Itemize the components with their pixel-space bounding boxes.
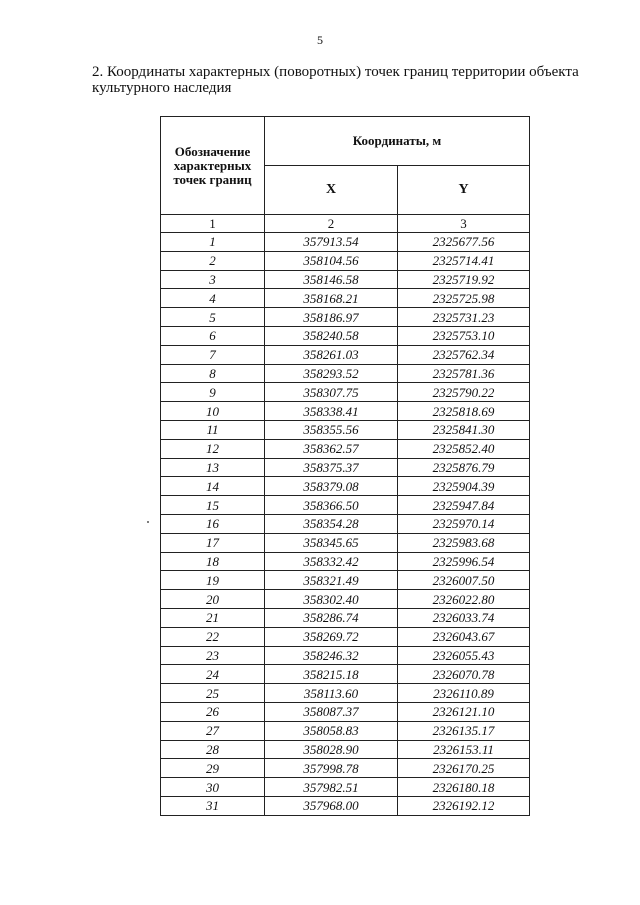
table-row [161,533,530,552]
y-coordinate-cell: 2326055.43 [398,646,530,665]
y-coordinate-cell: 2325947.84 [398,496,530,515]
y-coordinate-cell: 2325781.36 [398,364,530,383]
point-number-cell: 30 [161,778,265,797]
table-row [161,233,530,252]
y-coordinate-cell: 2325970.14 [398,514,530,533]
x-coordinate-cell: 358058.83 [265,721,398,740]
point-number-cell: 9 [161,383,265,402]
x-coordinate-cell: 358146.58 [265,270,398,289]
x-coordinate-cell: 358332.42 [265,552,398,571]
x-coordinate-cell: 358338.41 [265,402,398,421]
point-number-cell: 15 [161,496,265,515]
y-coordinate-cell: 2326192.12 [398,796,530,815]
table-row [161,552,530,571]
table-row [161,364,530,383]
x-coordinate-cell: 358286.74 [265,608,398,627]
point-number-cell: 27 [161,721,265,740]
table-row [161,721,530,740]
table-row [161,608,530,627]
y-coordinate-cell: 2326121.10 [398,702,530,721]
index-cell: 2 [265,215,398,233]
point-number-cell: 3 [161,270,265,289]
table-row [161,665,530,684]
point-number-cell: 22 [161,627,265,646]
y-coordinate-cell: 2326033.74 [398,608,530,627]
point-number-cell: 5 [161,308,265,327]
point-number-cell: 19 [161,571,265,590]
x-coordinate-cell: 358113.60 [265,684,398,703]
x-coordinate-cell: 357998.78 [265,759,398,778]
x-coordinate-cell: 358366.50 [265,496,398,515]
y-coordinate-cell: 2325876.79 [398,458,530,477]
point-number-cell: 23 [161,646,265,665]
point-number-cell: 4 [161,289,265,308]
point-number-cell: 17 [161,533,265,552]
x-coordinate-cell: 358240.58 [265,326,398,345]
table-row [161,684,530,703]
x-coordinate-cell: 358261.03 [265,345,398,364]
header-coordinates: Координаты, м [265,117,530,166]
y-coordinate-cell: 2325790.22 [398,383,530,402]
x-coordinate-cell: 358375.37 [265,458,398,477]
x-coordinate-cell: 358104.56 [265,251,398,270]
y-coordinate-cell: 2325725.98 [398,289,530,308]
x-coordinate-cell: 358302.40 [265,590,398,609]
table-row [161,326,530,345]
y-coordinate-cell: 2325841.30 [398,420,530,439]
x-coordinate-cell: 358246.32 [265,646,398,665]
y-coordinate-cell: 2325719.92 [398,270,530,289]
y-coordinate-cell: 2325762.34 [398,345,530,364]
point-number-cell: 20 [161,590,265,609]
table-row [161,270,530,289]
y-coordinate-cell: 2326007.50 [398,571,530,590]
point-number-cell: 24 [161,665,265,684]
y-coordinate-cell: 2325996.54 [398,552,530,571]
section-heading: 2. Координаты характерных (поворотных) точек границ территории объекта культурного наследия [92,64,579,96]
header-points: Обозначение характерных точек границ [161,117,265,215]
y-coordinate-cell: 2325904.39 [398,477,530,496]
table-row [161,514,530,533]
point-number-cell: 12 [161,439,265,458]
y-coordinate-cell: 2325818.69 [398,402,530,421]
x-coordinate-cell: 358379.08 [265,477,398,496]
table-row [161,571,530,590]
table-row [161,289,530,308]
point-number-cell: 8 [161,364,265,383]
table-body [161,233,530,816]
x-coordinate-cell: 358186.97 [265,308,398,327]
table-row [161,702,530,721]
header-x: X [265,166,398,215]
table-row [161,345,530,364]
point-number-cell: 13 [161,458,265,477]
x-coordinate-cell: 358355.56 [265,420,398,439]
y-coordinate-cell: 2325983.68 [398,533,530,552]
table-row [161,627,530,646]
y-coordinate-cell: 2326135.17 [398,721,530,740]
x-coordinate-cell: 358307.75 [265,383,398,402]
point-number-cell: 11 [161,420,265,439]
y-coordinate-cell: 2326110.89 [398,684,530,703]
point-number-cell: 28 [161,740,265,759]
index-cell: 1 [161,215,265,233]
point-number-cell: 2 [161,251,265,270]
point-number-cell: 26 [161,702,265,721]
x-coordinate-cell: 358345.65 [265,533,398,552]
y-coordinate-cell: 2326153.11 [398,740,530,759]
y-coordinate-cell: 2326070.78 [398,665,530,684]
x-coordinate-cell: 358293.52 [265,364,398,383]
y-coordinate-cell: 2326170.25 [398,759,530,778]
x-coordinate-cell: 357968.00 [265,796,398,815]
x-coordinate-cell: 358362.57 [265,439,398,458]
table-row [161,477,530,496]
table-row [161,439,530,458]
header-y: Y [398,166,530,215]
table-row [161,496,530,515]
x-coordinate-cell: 357982.51 [265,778,398,797]
index-cell: 3 [398,215,530,233]
point-number-cell: 7 [161,345,265,364]
point-number-cell: 31 [161,796,265,815]
y-coordinate-cell: 2326180.18 [398,778,530,797]
table-row [161,646,530,665]
page-number: 5 [317,33,323,47]
table-row [161,251,530,270]
x-coordinate-cell: 358168.21 [265,289,398,308]
table-row [161,458,530,477]
y-coordinate-cell: 2326022.80 [398,590,530,609]
x-coordinate-cell: 358028.90 [265,740,398,759]
point-number-cell: 29 [161,759,265,778]
table-row [161,402,530,421]
point-number-cell: 6 [161,326,265,345]
table-row [161,778,530,797]
table-row [161,796,530,815]
table-row [161,759,530,778]
coordinates-table [160,116,530,816]
y-coordinate-cell: 2326043.67 [398,627,530,646]
table-row [161,420,530,439]
point-number-cell: 21 [161,608,265,627]
point-number-cell: 18 [161,552,265,571]
x-coordinate-cell: 358215.18 [265,665,398,684]
x-coordinate-cell: 358269.72 [265,627,398,646]
table-row [161,383,530,402]
y-coordinate-cell: 2325677.56 [398,233,530,252]
y-coordinate-cell: 2325852.40 [398,439,530,458]
x-coordinate-cell: 358087.37 [265,702,398,721]
y-coordinate-cell: 2325753.10 [398,326,530,345]
x-coordinate-cell: 358321.49 [265,571,398,590]
table-row [161,740,530,759]
point-number-cell: 10 [161,402,265,421]
point-number-cell: 16 [161,514,265,533]
table-row [161,308,530,327]
y-coordinate-cell: 2325731.23 [398,308,530,327]
stray-mark [147,521,149,523]
point-number-cell: 25 [161,684,265,703]
x-coordinate-cell: 358354.28 [265,514,398,533]
point-number-cell: 14 [161,477,265,496]
point-number-cell: 1 [161,233,265,252]
table-row [161,590,530,609]
y-coordinate-cell: 2325714.41 [398,251,530,270]
x-coordinate-cell: 357913.54 [265,233,398,252]
